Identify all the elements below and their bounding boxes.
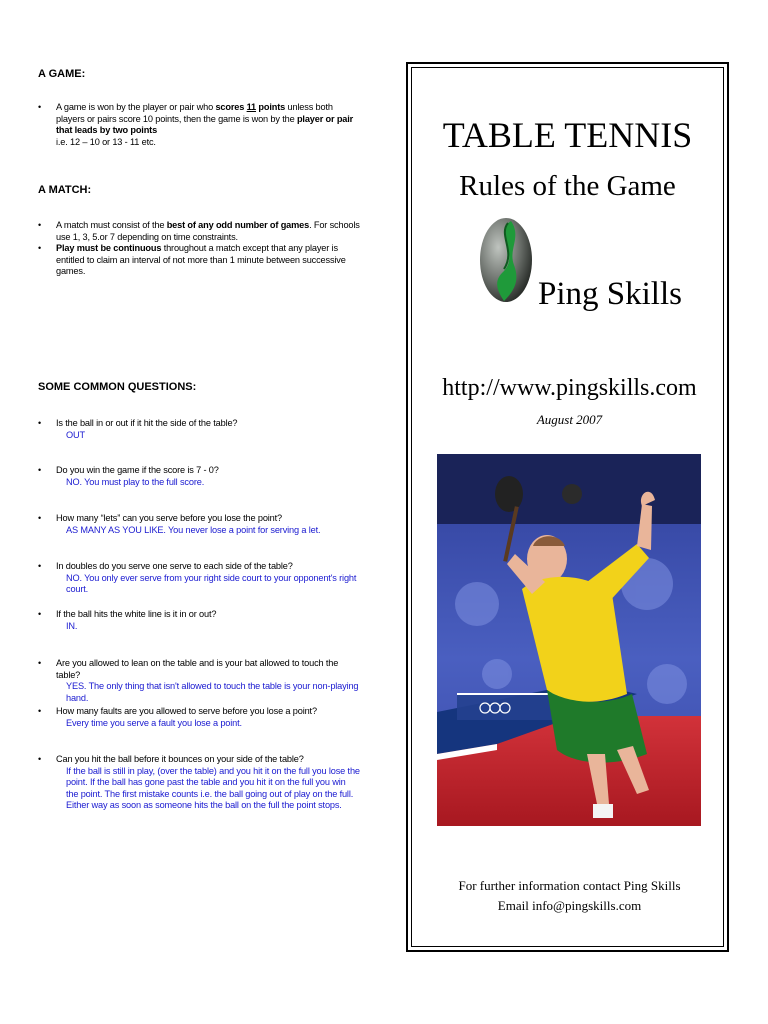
ping-skills-logo-icon xyxy=(478,215,534,305)
answer-text: Every time you serve a fault you lose a point. xyxy=(66,717,242,728)
question-text: Are you allowed to lean on the table and is your bat allowed to touch the table? xyxy=(56,658,339,680)
contact-email[interactable]: Email info@pingskills.com xyxy=(497,898,642,913)
question-item xyxy=(38,706,360,729)
game-rules xyxy=(38,102,360,148)
question-text: Is the ball in or out if it hit the side of the table? xyxy=(56,418,238,428)
question-item xyxy=(38,609,360,632)
answer-text: IN. xyxy=(66,620,78,631)
bullet-icon: • xyxy=(38,465,42,475)
answer-text: AS MANY AS YOU LIKE. You never lose a point for serving a let. xyxy=(66,524,321,535)
answer-text: NO. You only ever serve from your right side court to your opponent's right court. xyxy=(66,572,357,595)
bullet-icon: • xyxy=(38,609,42,619)
contact-line: For further information contact Ping Skills xyxy=(458,878,681,893)
question-item xyxy=(38,513,360,536)
bullet-icon: • xyxy=(38,243,42,254)
question-text: How many faults are you allowed to serve before you lose a point? xyxy=(56,706,317,716)
bullet-icon: • xyxy=(38,754,42,764)
list-item: • A match must consist of the best of any odd number of games. For schools use 1, 3, 5.or 7 depending on time constraints. xyxy=(38,220,360,242)
answer-text: OUT xyxy=(66,429,85,440)
question-text: Do you win the game if the score is 7 - 0? xyxy=(56,465,219,475)
questions-heading: SOME COMMON QUESTIONS: xyxy=(38,381,197,393)
question-text: How many “lets” can you serve before you lose the point? xyxy=(56,513,283,523)
table-tennis-player-photo xyxy=(437,454,701,826)
bullet-icon: • xyxy=(38,220,42,230)
bullet-icon: • xyxy=(38,102,42,112)
game-heading: A GAME: xyxy=(38,68,86,80)
cover-subtitle: Rules of the Game xyxy=(459,170,676,202)
contact-info xyxy=(408,876,731,916)
answer-text: If the ball is still in play, (over the table) and you hit it on the full you lose the point. If the ball has gone past the table and you hit it on the full you win the point. The first mistake counts i.e. the ball going out of play on the full. Either way as soon as someone hits the ball on the full the point stops. xyxy=(66,765,360,811)
question-item xyxy=(38,418,360,441)
question-text: Can you hit the ball before it bounces on your side of the table? xyxy=(56,754,304,764)
publication-date: August 2007 xyxy=(536,412,603,427)
match-heading: A MATCH: xyxy=(38,184,92,196)
match-rules xyxy=(38,220,360,278)
brand-name: Ping Skills xyxy=(538,276,682,312)
bullet-icon: • xyxy=(38,513,42,523)
bullet-icon: • xyxy=(38,561,42,571)
question-text: If the ball hits the white line is it in or out? xyxy=(56,609,217,619)
question-item xyxy=(38,465,360,488)
bullet-icon: • xyxy=(38,418,42,428)
website-link[interactable]: http://www.pingskills.com xyxy=(442,375,697,401)
question-item xyxy=(38,658,360,704)
bullet-icon: • xyxy=(38,706,42,716)
answer-text: YES. The only thing that isn't allowed to touch the table is your non-playing hand. xyxy=(66,681,359,703)
question-text: In doubles do you serve one serve to each side of the table? xyxy=(56,561,293,571)
bullet-icon: • xyxy=(38,658,42,668)
question-item xyxy=(38,754,360,812)
answer-text: NO. You must play to the full score. xyxy=(66,476,205,487)
cover-title: TABLE TENNIS xyxy=(442,115,693,155)
list-item: • Play must be continuous throughout a match except that any player is entitled to claim an interval of not more than 1 minute between successive games. xyxy=(38,243,346,277)
question-item xyxy=(38,561,360,596)
list-item: • A game is won by the player or pair who scores 11 points unless both players or pairs score 10 points, then the game is won by the player or pair that leads by two points i.e. 12 – 10 or 13 - 11 etc. xyxy=(38,102,354,147)
